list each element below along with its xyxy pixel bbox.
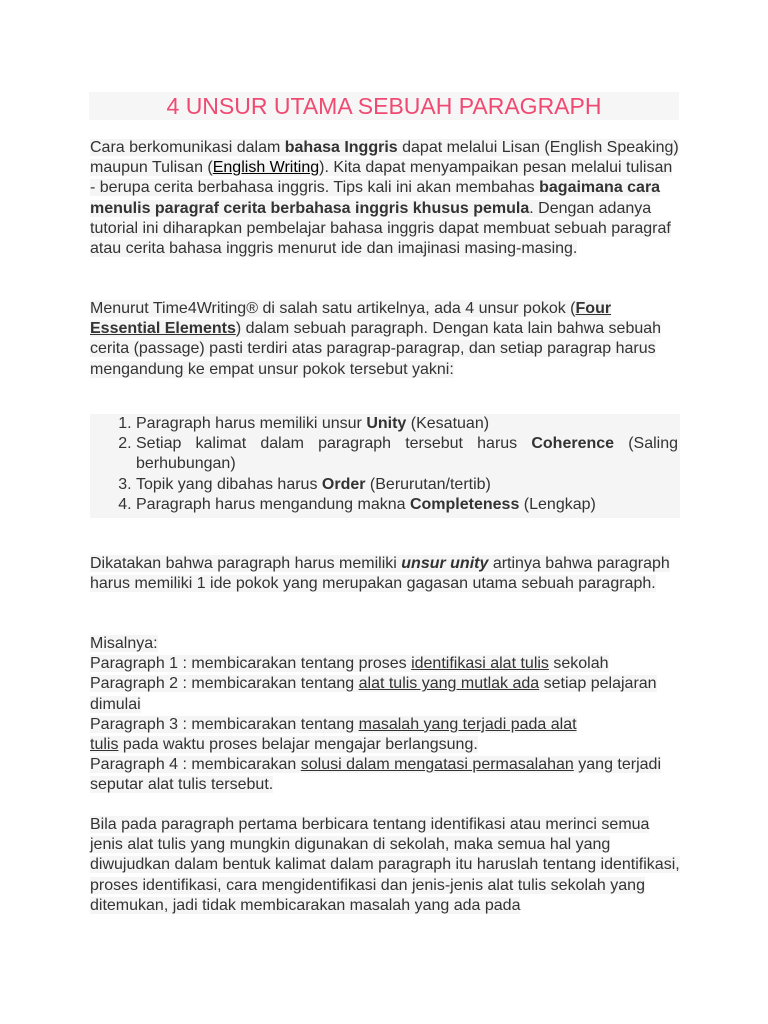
- bold-italic-text: unsur unity: [401, 555, 489, 572]
- examples-block: [90, 634, 680, 796]
- four-essential-elements-link[interactable]: Four Essential Elements: [90, 300, 612, 338]
- text-run: . Dengan adanya tutorial ini diharapkan pembelajar bahasa inggris dapat membuat sebuah paragraf atau cerita bahasa inggris menurut ide dan imajinasi masing-masing.: [90, 199, 671, 258]
- bold-text: bagaimana cara menulis paragraf cerita berbahasa inggris khusus pemula: [90, 179, 661, 217]
- unity-paragraph: [90, 554, 680, 594]
- text-run: ). Kita dapat menyampaikan pesan melalui tulisan - berupa cerita berbahasa inggris. Tips kali ini akan membahas: [90, 159, 673, 197]
- list-item: 2. Setiap kalimat dalam paragraph tersebut harus Coherence (Saling berhubungan): [136, 434, 680, 474]
- examples-intro: Misalnya:: [90, 635, 158, 652]
- example-3: Paragraph 3 : membicarakan tentang masalah yang terjadi pada alat tulis pada waktu proses belajar mengajar berlangsung.: [90, 715, 577, 754]
- text-run: Menurut Time4Writing® di salah satu artikelnya, ada 4 unsur pokok (: [90, 300, 576, 317]
- example-2: Paragraph 2 : membicarakan tentang alat tulis yang mutlak ada setiap pelajaran dimulai: [90, 675, 657, 713]
- closing-paragraph: Bila pada paragraph pertama berbicara tentang identifikasi atau merinci semua jenis alat tulis yang mungkin digunakan di sekolah, maka semua hal yang diwujudkan dalam bentuk kalimat dalam paragraph itu haruslah tentang identifikasi, proses identifikasi, cara mengidentifikasi dan jenis-jenis alat tulis sekolah yang ditemukan, jadi tidak membicarakan masalah yang ada pada: [90, 816, 680, 914]
- bold-text: bahasa Inggris: [284, 139, 398, 156]
- elements-list: [90, 414, 680, 515]
- text-run: artinya bahwa paragraph harus memiliki 1 ide pokok yang merupakan gagasan utama sebuah paragraph.: [90, 555, 670, 593]
- text-run: dapat melalui Lisan (English Speaking) maupun Tulisan (: [90, 139, 679, 177]
- intro-paragraph: [90, 138, 680, 259]
- english-writing-link[interactable]: English Writing: [212, 159, 320, 177]
- page-title: 4 UNSUR UTAMA SEBUAH PARAGRAPH: [166, 93, 602, 119]
- list-item: 3. Topik yang dibahas harus Order (Berurutan/tertib): [136, 475, 680, 495]
- example-1: Paragraph 1 : membicarakan tentang proses identifikasi alat tulis sekolah: [90, 655, 609, 673]
- list-item: 1. Paragraph harus memiliki unsur Unity (Kesatuan): [136, 414, 680, 434]
- text-run: Cara berkomunikasi dalam: [90, 139, 285, 156]
- list-item: 4. Paragraph harus mengandung makna Completeness (Lengkap): [136, 495, 680, 515]
- example-4: Paragraph 4 : membicarakan solusi dalam mengatasi permasalahan yang terjadi seputar alat tulis tersebut.: [90, 756, 661, 794]
- elements-paragraph: [90, 299, 680, 380]
- text-run: ) dalam sebuah paragraph. Dengan kata lain bahwa sebuah cerita (passage) pasti terdiri atas paragrap-paragrap, dan setiap paragrap harus mengandung ke empat unsur pokok tersebut yakni:: [90, 320, 662, 378]
- text-run: Dikatakan bahwa paragraph harus memiliki: [90, 555, 402, 572]
